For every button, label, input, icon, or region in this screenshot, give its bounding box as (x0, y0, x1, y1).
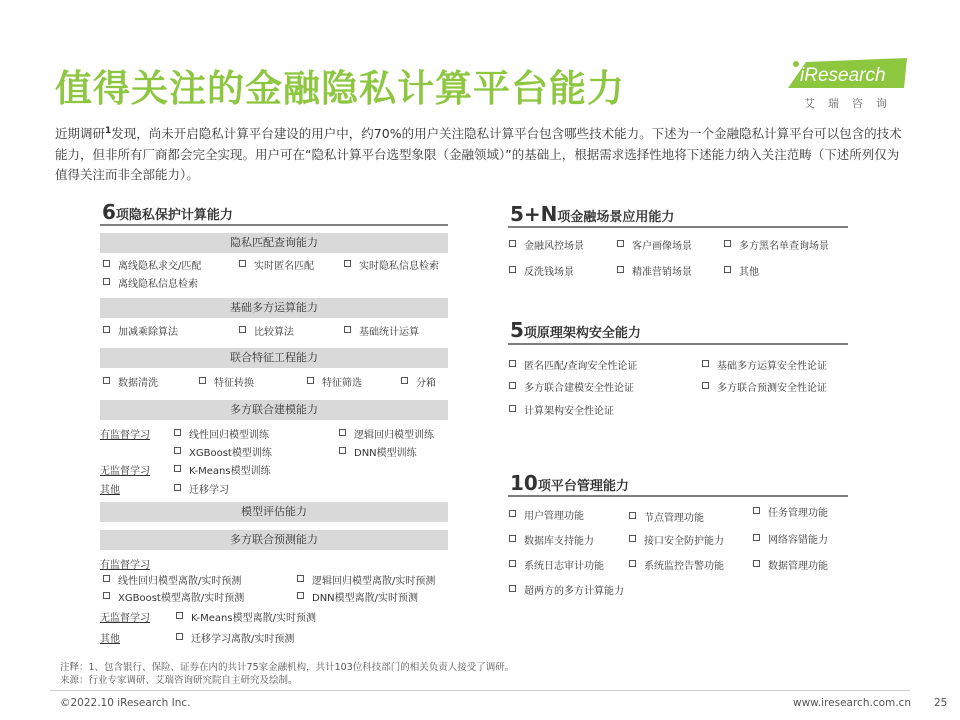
list-item: 逻辑回归模型离散/实时预测 (312, 576, 436, 587)
footer-copyright: ©2022.10 iResearch Inc. (60, 697, 191, 709)
section-security-title (510, 318, 641, 342)
list-item: 超两方的多方计算能力 (524, 586, 624, 597)
section-text: 项平台管理能力 (537, 479, 629, 494)
list-item: 多方联合预测安全性论证 (717, 383, 827, 394)
list-item: 加减乘除算法 (118, 327, 178, 338)
section-text: 项原理架构安全能力 (523, 326, 641, 341)
checkbox-icon (174, 447, 181, 454)
checkbox-icon (702, 382, 709, 389)
list-item: 逻辑回归模型训练 (354, 430, 434, 441)
checkbox-icon (509, 240, 516, 247)
footnote-source: 来源：行业专家调研、艾瑞咨询研究院自主研究及绘制。 (60, 675, 298, 686)
checkbox-icon (344, 326, 351, 333)
checkbox-icon (724, 240, 731, 247)
checkbox-icon (174, 465, 181, 472)
group-feature-engineering: 联合特征工程能力 (100, 348, 448, 368)
checkbox-icon (239, 326, 246, 333)
checkbox-icon (297, 575, 304, 582)
intro-part2: 发现，尚未开启隐私计算平台建设的用户中，约70%的用户关注隐私计算平台包含哪些技术能力。下述为一个金融隐私计算平台可以包含的技术能力，但非所有厂商都会完全实现。用户可在“隐私计算平台选型象限（金融领域）”的基础上，根据需求选择性地将下述能力纳入关注范畴（下述所列仅为值得关注而非全部能力）。 (55, 126, 902, 182)
checkbox-icon (509, 510, 516, 517)
iresearch-logo (786, 56, 908, 90)
list-item: 其他 (739, 267, 759, 278)
list-item: 计算架构安全性论证 (524, 406, 614, 417)
list-item: 客户画像场景 (632, 241, 692, 252)
group-basic-mpc: 基础多方运算能力 (100, 298, 448, 318)
group-joint-prediction: 多方联合预测能力 (100, 530, 448, 550)
checkbox-icon (103, 575, 110, 582)
checkbox-icon (401, 377, 408, 384)
list-item: DNN模型离散/实时预测 (312, 593, 419, 604)
section-text: 项隐私保护计算能力 (115, 208, 233, 223)
list-item: 精准营销场景 (632, 267, 692, 278)
list-item: 反洗钱场景 (524, 267, 574, 278)
list-item: 实时匿名匹配 (254, 261, 314, 272)
list-item: 线性回归模型训练 (189, 430, 269, 441)
unsupervised-label: 无监督学习 (100, 613, 150, 624)
footnote-note: 注释：1、包含银行、保险、证券在内的共计75家金融机构，共计103位科技部门的相关负责人接受了调研。 (60, 662, 515, 673)
list-item: 离线隐私信息检索 (118, 279, 198, 290)
checkbox-icon (509, 560, 516, 567)
list-item: 节点管理功能 (644, 513, 704, 524)
checkbox-icon (103, 278, 110, 285)
unsupervised-label: 无监督学习 (100, 466, 150, 477)
checkbox-icon (509, 585, 516, 592)
checkbox-icon (509, 535, 516, 542)
checkbox-icon (509, 360, 516, 367)
list-item: 分箱 (416, 378, 436, 389)
checkbox-icon (176, 612, 183, 619)
list-item: 网络容错能力 (768, 535, 828, 546)
list-item: 特征转换 (214, 378, 254, 389)
list-item: 匿名匹配/查询安全性论证 (524, 361, 638, 372)
checkbox-icon (199, 377, 206, 384)
checkbox-icon (702, 360, 709, 367)
checkbox-icon (297, 592, 304, 599)
list-item: 数据库支持能力 (524, 536, 594, 547)
footnotes (60, 661, 514, 687)
page-title: 值得关注的金融隐私计算平台能力 (55, 67, 625, 110)
list-item: 迁移学习 (189, 485, 229, 496)
section-divider (508, 343, 848, 345)
list-item: 数据清洗 (118, 378, 158, 389)
list-item: DNN模型训练 (354, 448, 417, 459)
list-item: XGBoost模型离散/实时预测 (118, 593, 245, 604)
logo-text: iResearch (800, 65, 886, 86)
checkbox-icon (103, 592, 110, 599)
checkbox-icon (339, 447, 346, 454)
checkbox-icon (509, 405, 516, 412)
footer-website: www.iresearch.com.cn (793, 697, 912, 709)
footer-divider (50, 690, 910, 691)
group-model-evaluation: 模型评估能力 (100, 502, 448, 522)
section-number: 5 (510, 318, 524, 342)
list-item: 接口安全防护能力 (644, 536, 724, 547)
section-number: 6 (102, 200, 116, 224)
supervised-label: 有监督学习 (100, 430, 150, 441)
checkbox-icon (509, 266, 516, 273)
section-divider (508, 495, 848, 497)
checkbox-icon (629, 535, 636, 542)
section-divider (508, 226, 848, 228)
checkbox-icon (174, 429, 181, 436)
other-label: 其他 (100, 485, 120, 496)
list-item: 迁移学习离散/实时预测 (191, 634, 295, 645)
checkbox-icon (617, 240, 624, 247)
checkbox-icon (103, 326, 110, 333)
checkbox-icon (753, 507, 760, 514)
section-platform-management-title (510, 471, 629, 495)
intro-footnote-mark: 1 (105, 125, 112, 136)
list-item: 比较算法 (254, 327, 294, 338)
section-divider (100, 224, 448, 226)
checkbox-icon (724, 266, 731, 273)
checkbox-icon (629, 560, 636, 567)
page-number: 25 (934, 697, 948, 709)
checkbox-icon (629, 512, 636, 519)
list-item: 任务管理功能 (768, 508, 828, 519)
checkbox-icon (239, 260, 246, 267)
checkbox-icon (174, 484, 181, 491)
list-item: 多方黑名单查询场景 (739, 241, 829, 252)
checkbox-icon (307, 377, 314, 384)
list-item: XGBoost模型训练 (189, 448, 272, 459)
intro-paragraph (55, 124, 910, 186)
list-item: 实时隐私信息检索 (359, 261, 439, 272)
list-item: 金融风控场景 (524, 241, 584, 252)
list-item: 多方联合建模安全性论证 (524, 383, 634, 394)
group-joint-modeling: 多方联合建模能力 (100, 400, 448, 420)
section-number: 5+N (510, 202, 558, 226)
checkbox-icon (509, 382, 516, 389)
list-item: 线性回归模型离散/实时预测 (118, 576, 242, 587)
checkbox-icon (176, 633, 183, 640)
checkbox-icon (103, 260, 110, 267)
other-label: 其他 (100, 634, 120, 645)
checkbox-icon (753, 560, 760, 567)
list-item: 基础多方运算安全性论证 (717, 361, 827, 372)
list-item: K-Means模型离散/实时预测 (191, 613, 316, 624)
list-item: 离线隐私求交/匹配 (118, 261, 202, 272)
list-item: 系统监控告警功能 (644, 561, 724, 572)
list-item: 数据管理功能 (768, 561, 828, 572)
checkbox-icon (617, 266, 624, 273)
list-item: K-Means模型训练 (189, 466, 271, 477)
section-privacy-computing-title (102, 200, 233, 224)
section-number: 10 (510, 471, 538, 495)
group-privacy-matching: 隐私匹配查询能力 (100, 233, 448, 253)
section-text: 项金融场景应用能力 (557, 210, 675, 225)
checkbox-icon (339, 429, 346, 436)
section-financial-scenarios-title (510, 202, 674, 226)
list-item: 基础统计运算 (359, 327, 419, 338)
supervised-label: 有监督学习 (100, 560, 150, 571)
checkbox-icon (753, 534, 760, 541)
checkbox-icon (103, 377, 110, 384)
list-item: 用户管理功能 (524, 511, 584, 522)
list-item: 特征筛选 (322, 378, 362, 389)
logo-subtitle: 艾瑞咨询 (804, 97, 900, 110)
checkbox-icon (344, 260, 351, 267)
intro-part1: 近期调研 (55, 126, 106, 141)
list-item: 系统日志审计功能 (524, 561, 604, 572)
